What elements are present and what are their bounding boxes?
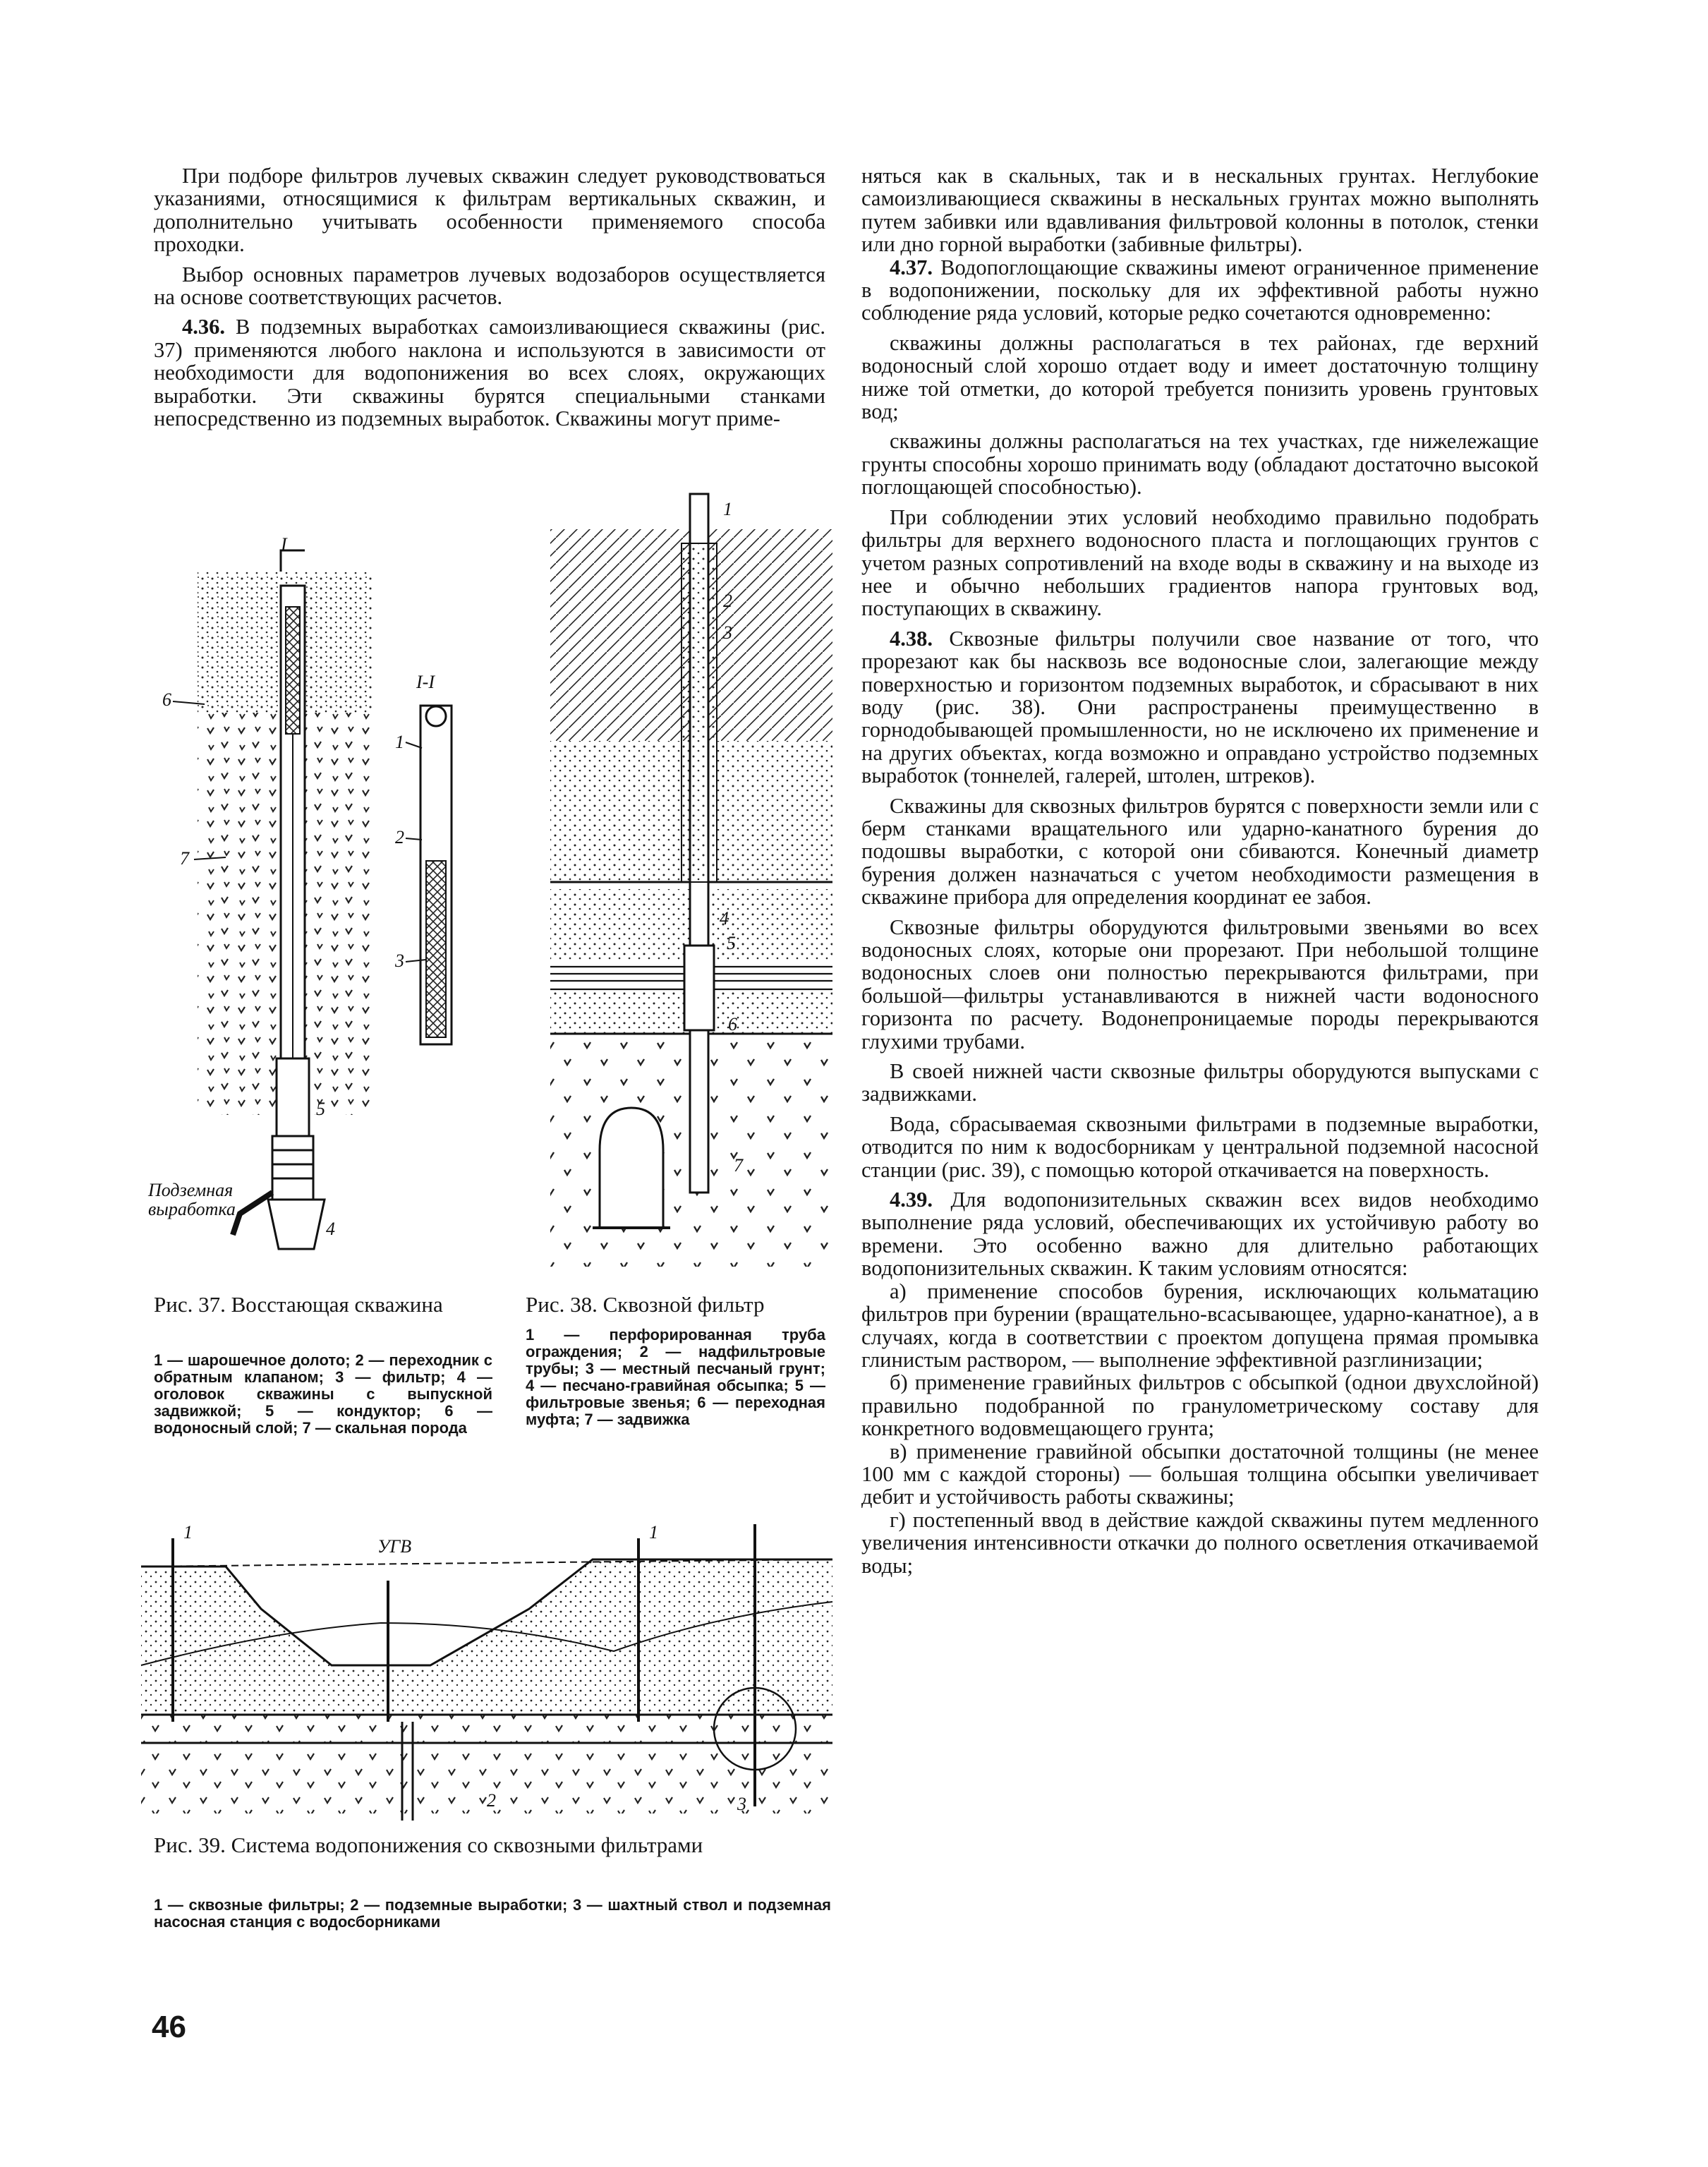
paragraph: В своей нижней части сквозные фильтры оборудуются выпусками с задвижками. <box>861 1059 1539 1106</box>
callout-5: 5 <box>727 933 736 953</box>
callout-4: 4 <box>720 908 729 929</box>
paragraph: При соблюдении этих условий необходимо правильно подобрать фильтры для верхнего водоносного пласта и поглощающих грунтов с учетом разных сопротивлений на входе воды в скважину и на выходе из нее и обычно небольших градиентов напора грунтовых вод, поступающих в скважину. <box>861 505 1539 621</box>
paragraph: Скважины для сквозных фильтров бурятся с поверхности земли или с берм станками вращательного или ударно-канатного бурения до подошвы выработки, с которой они сбиваются. Конечный диаметр бурения должен назначаться с учетом необходимости размещения в скважине прибора для определения координат ее забоя. <box>861 793 1539 910</box>
section-mark-label: I <box>281 536 287 555</box>
figure-38-drawing <box>543 487 840 1277</box>
figure-38-legend: 1 — перфорированная труба ограждения; 2 — надфильтровые трубы; 3 — местный песчаный грунт; 4 — песчано-гравийная обсыпка; 5 — фильтровые звенья; 6 — переходная муфта; 7 — задвижка <box>526 1326 825 1428</box>
paragraph: няться как в скальных, так и в нескальных грунтах. Неглубокие самоизливающиеся скважины в нескальных грунтах можно выполнять путем забивки или вдавливания фильтровой колонны в потолок, стенки или дно горной выработки (забивные фильтры). <box>861 164 1539 257</box>
paragraph-text: Водопоглощающие скважины имеют ограниченное применение в водопонижении, поскольку для их эффективной работы нужно соблюдение ряда условий, которые редко сочетаются одновременно: <box>861 255 1539 325</box>
callout-4: 4 <box>326 1219 335 1239</box>
callout-7: 7 <box>180 848 189 869</box>
paragraph-4-39 <box>861 1188 1539 1280</box>
paragraph-4-37 <box>861 256 1539 325</box>
right-column-text <box>861 164 1539 1577</box>
callout-6: 6 <box>162 689 171 710</box>
figure-37-drawing <box>141 536 508 1284</box>
list-item: в) применение гравийной обсыпки достаточной толщины (не менее 100 мм с каждой стороны) — большая толщина обсыпки увеличивает дебит и устойчивость работы скважины; <box>861 1439 1539 1509</box>
list-item: а) применение способов бурения, исключающих кольматацию фильтров при бурении (вращательно-всасывающее, ударно-канатное), а в случаях, когда в соответствии с проектом допущена прямая промывка глинистым раствором, — выполнение эффективной разглинизации; <box>861 1279 1539 1372</box>
figure-38-caption: Рис. 38. Сквозной фильтр <box>526 1292 765 1317</box>
paragraph-4-38 <box>861 627 1539 787</box>
section-number: 4.39. <box>890 1188 933 1212</box>
figure-39-legend: 1 — сквозные фильтры; 2 — подземные выработки; 3 — шахтный ствол и подземная насосная станция с водосборниками <box>154 1896 831 1931</box>
figure-37-caption: Рис. 37. Восстающая скважина <box>154 1292 443 1317</box>
callout-2: 2 <box>723 591 732 611</box>
figure-39-drawing <box>134 1510 840 1828</box>
section-number: 4.37. <box>890 255 933 279</box>
paragraph-text: Для водопонизительных скважин всех видов необходимо выполнение ряда условий, обеспечивающих их устойчивую работу во времени. Это особенно важно для длительно работающих водопонизительных скважин. К таким условиям относятся: <box>861 1188 1539 1281</box>
section-number: 4.36. <box>182 315 225 339</box>
paragraph-text: В подземных выработках самоизливающиеся скважины (рис. 37) применяются любого наклона и используются в зависимости от необходимости для водопонижения во всех слоях, окружающих выработки. Эти скважины бурятся специальными станками непосредственно из подземных выработок. Скважины могут приме- <box>154 315 825 431</box>
paragraph: скважины должны располагаться в тех районах, где верхний водоносный слой хорошо отдает воду и имеет достаточную толщину ниже той отметки, до которой требуется понизить уровень грунтовых вод; <box>861 330 1539 424</box>
list-item: г) постепенный ввод в действие каждой скважины путем медленного увеличения интенсивности откачки до полного осветления откачиваемой воды; <box>861 1507 1539 1578</box>
callout-3: 3 <box>395 950 404 971</box>
ugv-label: УГВ <box>377 1536 412 1557</box>
paragraph-4-36 <box>154 315 825 430</box>
paragraph: Сквозные фильтры оборудуются фильтровыми звеньями во всех водоносных слоях, которые они прорезают. При небольшой толщине водоносных слоев они полностью перекрываются фильтрами, при большой—фильтры устанавливаются в нижней части водоносного горизонта по расчету. Водонепроницаемые породы перекрываются глухими трубами. <box>861 915 1539 1054</box>
callout-1: 1 <box>723 499 732 519</box>
callout-1: 1 <box>395 732 404 752</box>
callout-1b: 1 <box>649 1522 658 1543</box>
callout-7: 7 <box>734 1155 743 1176</box>
paragraph-text: Сквозные фильтры получили свое название от того, что прорезают как бы насквозь все водоносные слои, залегающие между поверхностью и горизонтом подземных выработок, и сбрасывают в них воду (рис. 38). Они распространены преимущественно в горнодобывающей промышленности, но не исключено их применение и на других объектах, когда возможно и оправдано устройство подземных выработок (тоннелей, галерей, штолен, штреков). <box>861 626 1539 788</box>
list-item: б) применение гравийных фильтров с обсыпкой (однои двухслойной) правильно подобранной по гранулометрическому составу для конкретного водовмещающего грунта; <box>861 1370 1539 1441</box>
underground-label-1: Подземная <box>148 1180 234 1200</box>
paragraph: Выбор основных параметров лучевых водозаборов осуществляется на основе соответствующих расчетов. <box>154 262 825 310</box>
paragraph: скважины должны располагаться на тех участках, где нижележащие грунты способны хорошо принимать воду (обладают достаточно высокой поглощающей способностью). <box>861 429 1539 500</box>
left-column-text <box>154 164 825 430</box>
callout-2: 2 <box>487 1790 496 1811</box>
callout-3: 3 <box>737 1794 746 1814</box>
callout-2: 2 <box>395 827 404 847</box>
figure-39-caption: Рис. 39. Система водопонижения со сквозными фильтрами <box>154 1833 703 1857</box>
section-title-label: I-I <box>416 672 435 692</box>
callout-6: 6 <box>728 1014 737 1034</box>
callout-1a: 1 <box>183 1522 193 1543</box>
underground-label-2: выработка <box>148 1199 236 1219</box>
paragraph: При подборе фильтров лучевых скважин следует руководствоваться указаниями, относящимися к фильтрам вертикальных скважин, и дополнительно учитывать особенности применяемого способа проходки. <box>154 164 825 257</box>
callout-5: 5 <box>316 1099 325 1119</box>
figure-37-legend: 1 — шарошечное долото; 2 — переходник с обратным клапаном; 3 — фильтр; 4 — оголовок скважины с выпускной задвижкой; 5 — кондуктор; 6 — водоносный слой; 7 — скальная порода <box>154 1351 492 1437</box>
page-number: 46 <box>152 2010 186 2044</box>
callout-3: 3 <box>723 622 732 643</box>
section-number: 4.38. <box>890 626 933 651</box>
paragraph: Вода, сбрасываемая сквозными фильтрами в подземные выработки, отводится по ним к водосборникам у центральной подземной насосной станции (рис. 39), с помощью которой откачивается на поверхность. <box>861 1111 1539 1182</box>
